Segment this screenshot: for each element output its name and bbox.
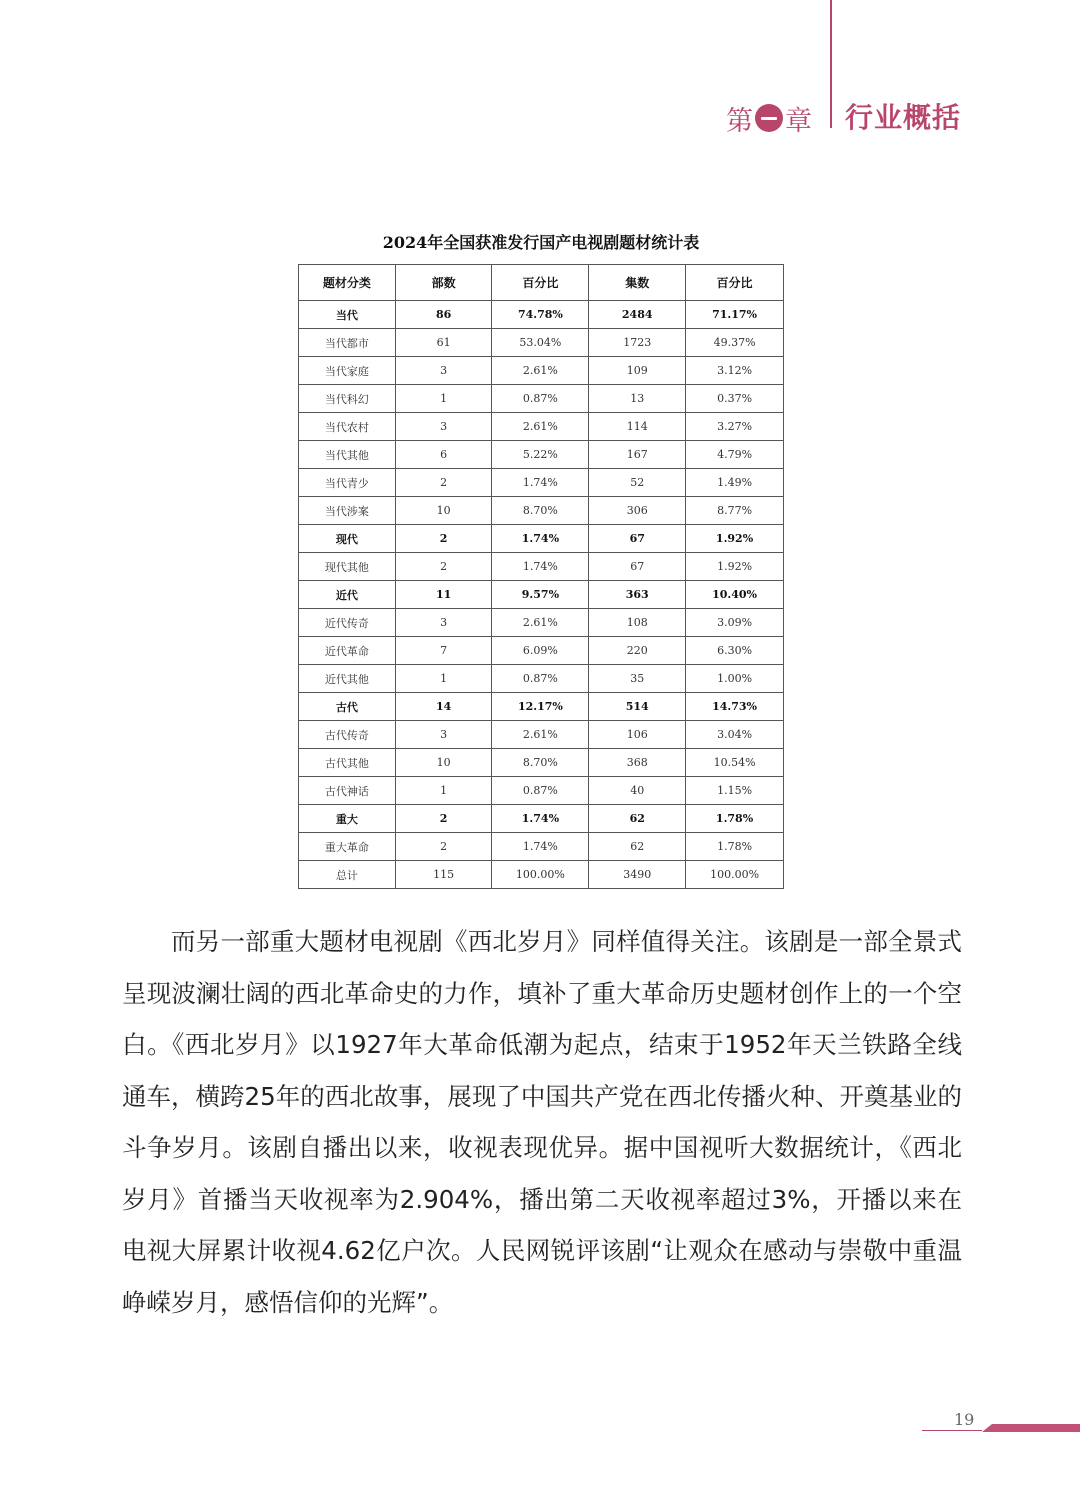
table-cell: 100.00% <box>686 861 784 889</box>
table-row <box>299 413 784 441</box>
table-cell: 当代其他 <box>299 441 396 469</box>
table-cell: 0.87% <box>492 777 589 805</box>
table-row <box>299 469 784 497</box>
table-row <box>299 861 784 889</box>
table-cell: 368 <box>589 749 686 777</box>
table-cell: 40 <box>589 777 686 805</box>
chapter-label <box>726 98 812 138</box>
table-row <box>299 525 784 553</box>
table-cell: 3.04% <box>686 721 784 749</box>
table-row <box>299 441 784 469</box>
table-cell: 1.74% <box>492 525 589 553</box>
table-cell: 0.87% <box>492 385 589 413</box>
table-cell: 1.49% <box>686 469 784 497</box>
table-cell: 2.61% <box>492 413 589 441</box>
table-cell: 8.70% <box>492 749 589 777</box>
table-row <box>299 301 784 329</box>
table-cell: 1 <box>395 777 492 805</box>
table-cell: 13 <box>589 385 686 413</box>
table-cell: 当代家庭 <box>299 357 396 385</box>
table-cell: 67 <box>589 525 686 553</box>
table-cell: 10.40% <box>686 581 784 609</box>
table-cell: 现代其他 <box>299 553 396 581</box>
table-cell: 近代 <box>299 581 396 609</box>
table-row <box>299 609 784 637</box>
header-category: 题材分类 <box>299 265 396 301</box>
table-cell: 当代科幻 <box>299 385 396 413</box>
table-cell: 0.87% <box>492 665 589 693</box>
table-cell: 52 <box>589 469 686 497</box>
table-cell: 12.17% <box>492 693 589 721</box>
table-cell: 1723 <box>589 329 686 357</box>
table-cell: 49.37% <box>686 329 784 357</box>
table-cell: 1 <box>395 385 492 413</box>
table-cell: 6.30% <box>686 637 784 665</box>
table-cell: 1 <box>395 665 492 693</box>
table-cell: 5.22% <box>492 441 589 469</box>
chapter-prefix: 第 <box>726 105 753 137</box>
table-cell: 2.61% <box>492 357 589 385</box>
table-cell: 重大革命 <box>299 833 396 861</box>
table-row <box>299 721 784 749</box>
table-cell: 100.00% <box>492 861 589 889</box>
table-cell: 1.78% <box>686 833 784 861</box>
table-cell: 11 <box>395 581 492 609</box>
table-cell: 1.92% <box>686 525 784 553</box>
chapter-number-badge <box>755 104 783 132</box>
table-cell: 86 <box>395 301 492 329</box>
header-count: 部数 <box>395 265 492 301</box>
table-cell: 当代农村 <box>299 413 396 441</box>
table-cell: 8.70% <box>492 497 589 525</box>
header-episodes-percent: 百分比 <box>686 265 784 301</box>
table-cell: 2.61% <box>492 721 589 749</box>
table-cell: 1.00% <box>686 665 784 693</box>
table-cell: 3 <box>395 721 492 749</box>
table-cell: 14 <box>395 693 492 721</box>
header-divider-line <box>830 0 832 128</box>
table-cell: 14.73% <box>686 693 784 721</box>
table-cell: 306 <box>589 497 686 525</box>
table-cell: 2 <box>395 805 492 833</box>
table-cell: 2 <box>395 553 492 581</box>
table-row <box>299 665 784 693</box>
table-cell: 114 <box>589 413 686 441</box>
table-cell: 1.74% <box>492 553 589 581</box>
table-cell: 现代 <box>299 525 396 553</box>
table-body <box>299 301 784 889</box>
table-cell: 1.74% <box>492 805 589 833</box>
table-cell: 35 <box>589 665 686 693</box>
table-cell: 1.15% <box>686 777 784 805</box>
table-cell: 3.09% <box>686 609 784 637</box>
table-cell: 当代 <box>299 301 396 329</box>
table-row <box>299 637 784 665</box>
table-cell: 3 <box>395 357 492 385</box>
header-episodes: 集数 <box>589 265 686 301</box>
table-row <box>299 833 784 861</box>
table-header-row <box>299 265 784 301</box>
table-cell: 重大 <box>299 805 396 833</box>
table-cell: 2 <box>395 833 492 861</box>
table-cell: 10.54% <box>686 749 784 777</box>
table-cell: 1.74% <box>492 833 589 861</box>
table-cell: 近代其他 <box>299 665 396 693</box>
body-paragraph: 而另一部重大题材电视剧《西北岁月》同样值得关注。该剧是一部全景式呈现波澜壮阔的西北革命史的力作，填补了重大革命历史题材创作上的一个空白。《西北岁月》以1927年大革命低潮为起点，结束于1952年天兰铁路全线通车，横跨25年的西北故事，展现了中国共产党在西北传播火种、开奠基业的斗争岁月。该剧自播出以来，收视表现优异。据中国视听大数据统计，《西北岁月》首播当天收视率为2.904%，播出第二天收视率超过3%，开播以来在电视大屏累计收视4.62亿户次。人民网锐评该剧“让观众在感动与崇敬中重温峥嵘岁月，感悟信仰的光辉”。 <box>122 927 962 1317</box>
table-cell: 8.77% <box>686 497 784 525</box>
table-cell: 6 <box>395 441 492 469</box>
page-number: 19 <box>954 1410 975 1429</box>
table-cell: 当代涉案 <box>299 497 396 525</box>
footer-line <box>922 1430 982 1431</box>
header-count-percent: 百分比 <box>492 265 589 301</box>
table-cell: 近代传奇 <box>299 609 396 637</box>
table-cell: 3.27% <box>686 413 784 441</box>
table-cell: 当代都市 <box>299 329 396 357</box>
table-cell: 10 <box>395 497 492 525</box>
table-title: 2024年全国获准发行国产电视剧题材统计表 <box>382 233 700 252</box>
table-cell: 53.04% <box>492 329 589 357</box>
table-cell: 1.78% <box>686 805 784 833</box>
table-cell: 62 <box>589 805 686 833</box>
table-row <box>299 777 784 805</box>
table-cell: 62 <box>589 833 686 861</box>
chapter-suffix: 章 <box>785 105 812 137</box>
table-cell: 9.57% <box>492 581 589 609</box>
table-cell: 514 <box>589 693 686 721</box>
table-cell: 古代 <box>299 693 396 721</box>
table-cell: 3 <box>395 609 492 637</box>
table-row <box>299 385 784 413</box>
table-cell: 167 <box>589 441 686 469</box>
table-row <box>299 581 784 609</box>
table-cell: 71.17% <box>686 301 784 329</box>
table-cell: 3.12% <box>686 357 784 385</box>
table-cell: 74.78% <box>492 301 589 329</box>
table-cell: 近代革命 <box>299 637 396 665</box>
table-cell: 2 <box>395 525 492 553</box>
table-cell: 220 <box>589 637 686 665</box>
table-cell: 106 <box>589 721 686 749</box>
table-cell: 总计 <box>299 861 396 889</box>
table-cell: 古代神话 <box>299 777 396 805</box>
table-row <box>299 749 784 777</box>
section-title: 行业概括 <box>845 101 962 134</box>
table-cell: 6.09% <box>492 637 589 665</box>
table-cell: 1.74% <box>492 469 589 497</box>
table-cell: 2 <box>395 469 492 497</box>
table-cell: 3490 <box>589 861 686 889</box>
table-cell: 61 <box>395 329 492 357</box>
table-cell: 2.61% <box>492 609 589 637</box>
table-cell: 当代青少 <box>299 469 396 497</box>
footer-accent-bar <box>982 1424 1080 1432</box>
table-cell: 古代传奇 <box>299 721 396 749</box>
table-row <box>299 553 784 581</box>
table-cell: 4.79% <box>686 441 784 469</box>
table-cell: 2484 <box>589 301 686 329</box>
table-cell: 3 <box>395 413 492 441</box>
table-cell: 363 <box>589 581 686 609</box>
table-row <box>299 357 784 385</box>
table-cell: 115 <box>395 861 492 889</box>
table-cell: 7 <box>395 637 492 665</box>
table-cell: 67 <box>589 553 686 581</box>
table-row <box>299 693 784 721</box>
table-cell: 古代其他 <box>299 749 396 777</box>
table-cell: 0.37% <box>686 385 784 413</box>
chapter-number-one-glyph <box>761 117 777 120</box>
table-cell: 1.92% <box>686 553 784 581</box>
table-row <box>299 329 784 357</box>
table-row <box>299 805 784 833</box>
table-row <box>299 497 784 525</box>
table-cell: 109 <box>589 357 686 385</box>
table-cell: 108 <box>589 609 686 637</box>
statistics-table <box>298 264 784 889</box>
table-cell: 10 <box>395 749 492 777</box>
